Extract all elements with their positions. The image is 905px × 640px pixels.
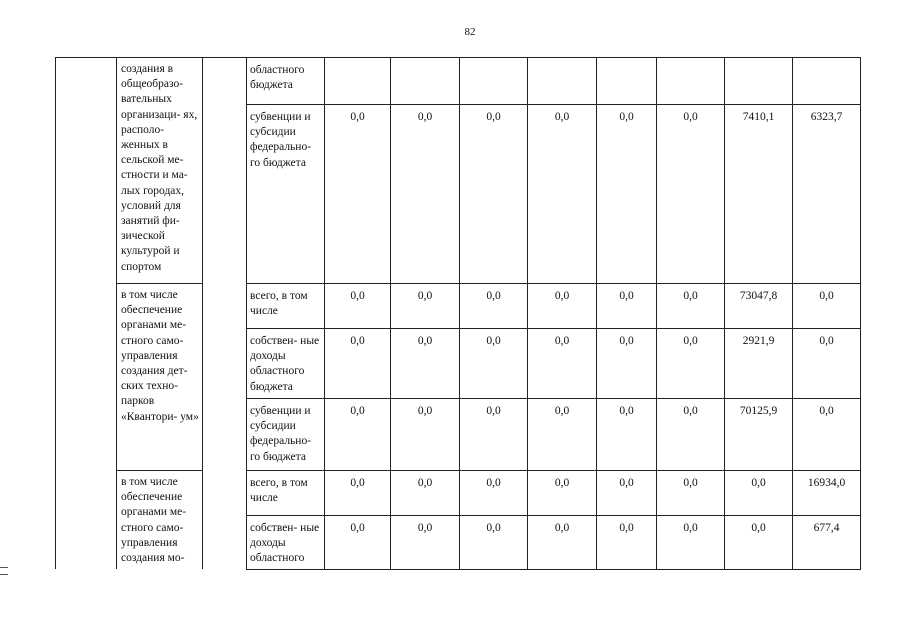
value-cell: 0,0 (486, 477, 501, 489)
page-number: 82 (464, 26, 476, 38)
table-rule-horizontal (246, 398, 861, 399)
value-cell: 0,0 (619, 405, 634, 417)
table-rule-vertical (55, 57, 56, 569)
table-rule-horizontal (246, 104, 861, 105)
value-cell: 0,0 (819, 335, 834, 347)
value-cell: 70125,9 (739, 405, 778, 417)
value-cell: 0,0 (486, 290, 501, 302)
value-cell: 2921,9 (742, 335, 775, 347)
value-cell: 0,0 (350, 111, 365, 123)
value-cell: 0,0 (486, 335, 501, 347)
table-rule-vertical (459, 57, 460, 569)
value-cell: 0,0 (683, 522, 698, 534)
value-cell: 0,0 (683, 477, 698, 489)
table-rule-horizontal (246, 283, 861, 284)
table-rule-horizontal (116, 470, 202, 471)
value-cell: 0,0 (554, 405, 570, 417)
value-cell: 0,0 (683, 335, 698, 347)
table-rule-horizontal (116, 283, 202, 284)
value-cell: 73047,8 (739, 290, 778, 302)
value-cell: 0,0 (683, 290, 698, 302)
value-cell: 677,4 (813, 522, 840, 534)
table-rule-vertical (860, 57, 861, 569)
value-cell: 0,0 (554, 477, 570, 489)
value-cell: 0,0 (619, 522, 634, 534)
value-cell: 0,0 (619, 290, 634, 302)
funding-source-label: собствен- ные доходы областного (250, 522, 320, 565)
value-cell: 0,0 (486, 405, 501, 417)
funding-source-label: всего, в том числе (250, 477, 308, 505)
value-cell: 0,0 (417, 111, 433, 123)
value-cell: 0,0 (486, 522, 501, 534)
value-cell: 0,0 (350, 477, 365, 489)
value-cell: 0,0 (683, 111, 698, 123)
value-cell: 0,0 (619, 111, 634, 123)
value-cell: 0,0 (350, 290, 365, 302)
value-cell: 0,0 (486, 111, 501, 123)
value-cell: 0,0 (554, 111, 570, 123)
value-cell: 0,0 (683, 405, 698, 417)
table-rule-vertical (792, 57, 793, 569)
value-cell: 0,0 (554, 335, 570, 347)
funding-source-label: всего, в том числе (250, 290, 308, 318)
table-rule-vertical (390, 57, 391, 569)
value-cell: 0,0 (751, 522, 766, 534)
value-cell: 0,0 (350, 405, 365, 417)
table-rule-vertical (324, 57, 325, 569)
value-cell: 0,0 (417, 522, 433, 534)
funding-source-label: субвенции и субсидии федерально- го бюджета (250, 111, 312, 169)
table-rule-horizontal (246, 470, 861, 471)
table-rule-horizontal (246, 328, 861, 329)
funding-source-label: областного бюджета (250, 64, 305, 92)
value-cell: 0,0 (417, 477, 433, 489)
value-cell: 0,0 (751, 477, 766, 489)
row-description: в том числе обеспечение органами ме- стного само- управления создания дет- ских техно- парков «Квантори- ум» (121, 289, 199, 423)
value-cell: 0,0 (819, 290, 834, 302)
table-rule-vertical (527, 57, 528, 569)
value-cell: 0,0 (350, 522, 365, 534)
value-cell: 0,0 (350, 335, 365, 347)
table-rule-vertical (246, 57, 247, 569)
value-cell: 0,0 (819, 405, 834, 417)
table-rule-vertical (596, 57, 597, 569)
table-rule-vertical (656, 57, 657, 569)
value-cell: 0,0 (554, 522, 570, 534)
value-cell: 0,0 (554, 290, 570, 302)
table-rule-vertical (724, 57, 725, 569)
value-cell: 0,0 (417, 335, 433, 347)
row-description: в том числе обеспечение органами ме- стного само- управления создания мо- (121, 476, 187, 565)
table-rule-horizontal (55, 57, 861, 58)
funding-source-label: собствен- ные доходы областного бюджета (250, 335, 320, 393)
table-rule-horizontal (246, 515, 861, 516)
funding-source-label: субвенции и субсидии федерально- го бюджета (250, 405, 312, 463)
value-cell: 0,0 (619, 335, 634, 347)
value-cell: 7410,1 (742, 111, 775, 123)
value-cell: 6323,7 (810, 111, 843, 123)
table-rule-horizontal (246, 569, 861, 570)
value-cell: 0,0 (417, 405, 433, 417)
value-cell: 16934,0 (807, 477, 846, 489)
value-cell: 0,0 (417, 290, 433, 302)
table-rule-vertical (116, 57, 117, 569)
row-description: создания в общеобразо- вательных организаци- ях, располо- женных в сельской ме- стности и ма- лых городах, условий для занятий фи- зической культурой и спортом (121, 63, 198, 273)
value-cell: 0,0 (619, 477, 634, 489)
